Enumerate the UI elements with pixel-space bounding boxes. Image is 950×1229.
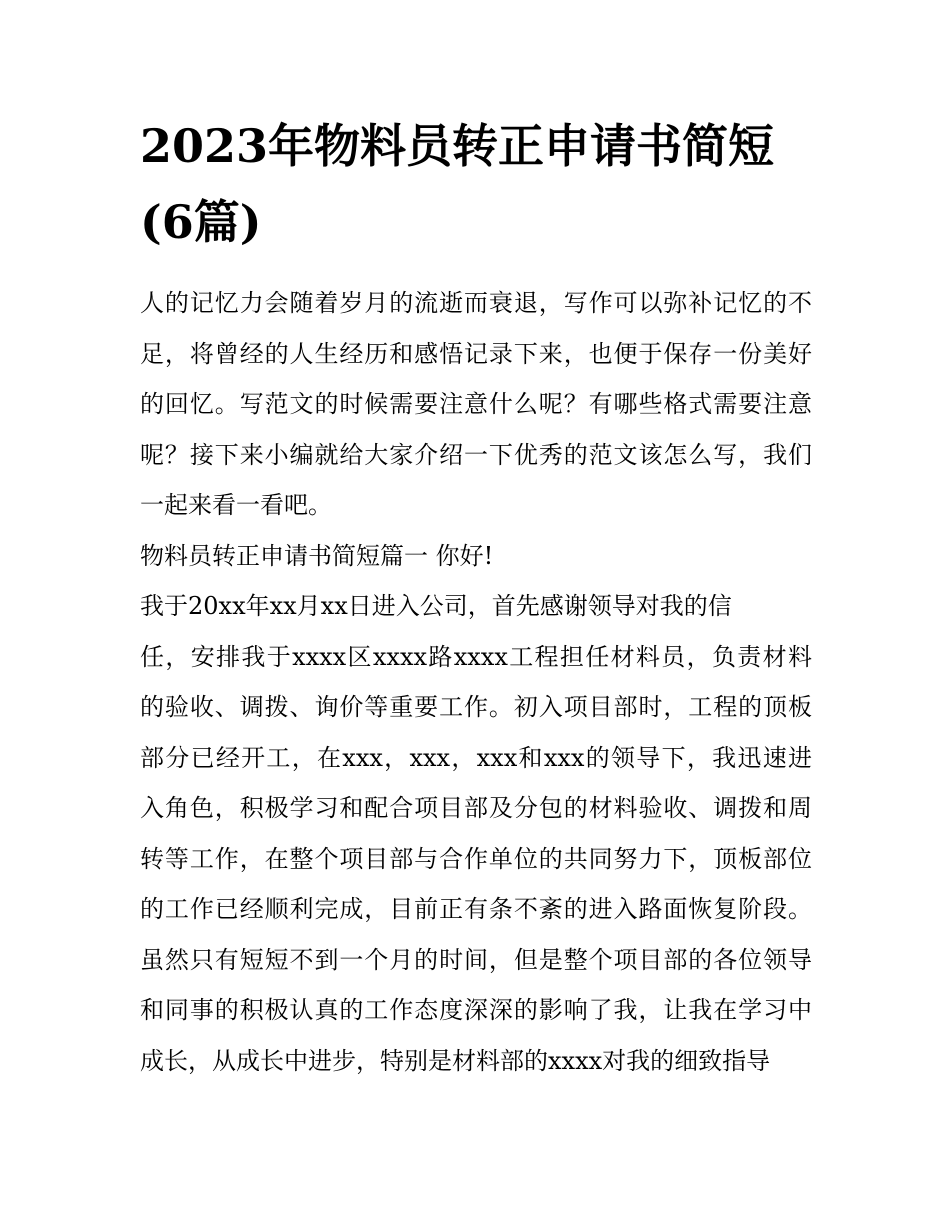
body-line: 呢？接下来小编就给大家介绍一下优秀的范文该怎么写，我们 [140, 440, 812, 469]
body-line: 的回忆。写范文的时候需要注意什么呢？有哪些格式需要注意 [140, 390, 812, 418]
body-line: 我于20xx年xx月xx日进入公司，首先感谢领导对我的信 [140, 592, 732, 620]
body-line: 部分已经开工，在xxx，xxx，xxx和xxx的领导下，我迅速进 [140, 743, 812, 772]
title-line-2: (6篇) [140, 195, 262, 249]
body-line: 入角色，积极学习和配合项目部及分包的材料验收、调拨和周 [140, 794, 812, 822]
document-page [140, 108, 812, 1086]
body-line: 转等工作，在整个项目部与合作单位的共同努力下，顶板部位 [140, 844, 812, 873]
body-line: 和同事的积极认真的工作态度深深的影响了我，让我在学习中 [140, 996, 812, 1024]
body-line: 的验收、调拨、询价等重要工作。初入项目部时，工程的顶板 [140, 693, 812, 721]
body-line: 虽然只有短短不到一个月的时间，但是整个项目部的各位领导 [140, 945, 812, 974]
body-line: 人的记忆力会随着岁月的流逝而衰退，写作可以弥补记忆的不 [140, 289, 812, 317]
body-line: 足，将曾经的人生经历和感悟记录下来，也便于保存一份美好 [140, 339, 812, 368]
document-title [140, 108, 812, 260]
body-line: 一起来看一看吧。 [140, 491, 332, 519]
title-line-1: 2023年物料员转正申请书简短 [140, 119, 775, 173]
body-line: 成长，从成长中进步，特别是材料部的xxxx对我的细致指导 [140, 1046, 771, 1075]
body-line: 任，安排我于xxxx区xxxx路xxxx工程担任材料员，负责材料 [140, 642, 812, 671]
body-line: 的工作已经顺利完成，目前正有条不紊的进入路面恢复阶段。 [140, 895, 812, 923]
section-heading: 物料员转正申请书简短篇一 你好! [140, 541, 494, 570]
document-body [140, 278, 812, 1086]
